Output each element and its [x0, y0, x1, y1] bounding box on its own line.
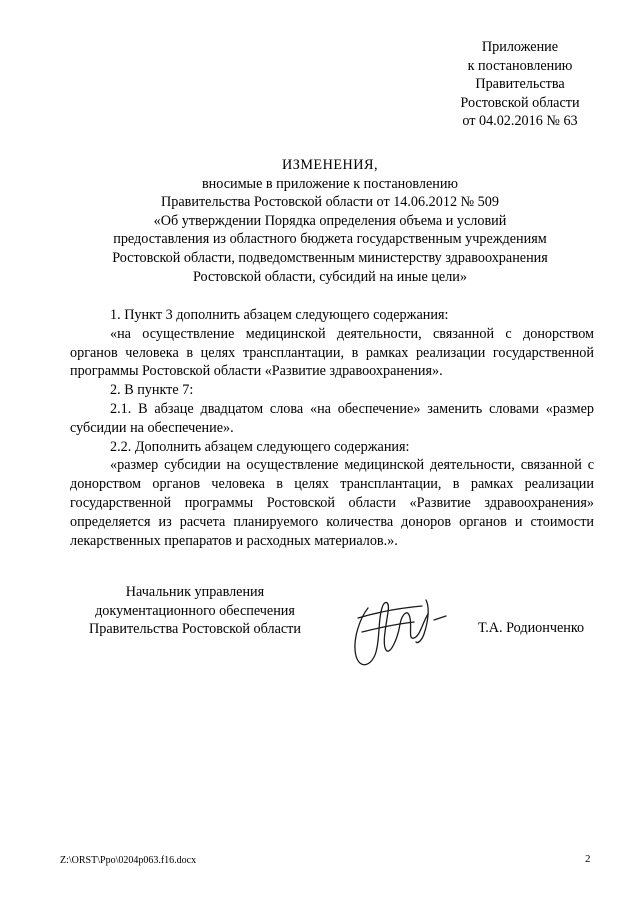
title-line: предоставления из областного бюджета государственным учреждениям — [113, 231, 547, 248]
body-paragraph: «на осуществление медицинской деятельности, связанной с донорством органов человека в целях трансплантации, в рамках реализации государственной программы Ростовской области «Развитие здравоохранения». — [70, 325, 594, 380]
appendix-header-line: Приложение — [481, 39, 559, 55]
appendix-header-line: Правительства — [475, 76, 565, 92]
signatory-position-line: Правительства Ростовской области — [89, 621, 301, 638]
signatory-position-line: документационного обеспечения — [95, 602, 295, 619]
body-paragraph: 2.2. Дополнить абзацем следующего содержания: — [110, 438, 410, 455]
appendix-header — [400, 38, 640, 131]
footer-page-number: 2 — [585, 853, 591, 865]
signatory-position — [60, 583, 330, 639]
footer-file-path: Z:\ORST\Ppo\0204p063.f16.docx — [60, 855, 197, 866]
document-body — [70, 306, 594, 550]
appendix-header-line: к постановлению — [467, 57, 573, 74]
signatory-name: Т.А. Родионченко — [478, 620, 585, 636]
title-line: «Об утверждении Порядка определения объема и условий — [153, 212, 507, 229]
signatory-position-line: Начальник управления — [125, 584, 265, 600]
title-line: Правительства Ростовской области от 14.06.2012 № 509 — [161, 194, 499, 211]
body-paragraph: 2.1. В абзаце двадцатом слова «на обеспечение» заменить словами «размер субсидии на обеспечение». — [70, 400, 594, 436]
title-main: ИЗМЕНЕНИЯ, — [281, 157, 379, 173]
title-line: Ростовской области, подведомственным министерству здравоохранения — [112, 249, 548, 266]
body-paragraph: «размер субсидии на осуществление медицинской деятельности, связанной с донорством органов человека в целях трансплантации, в рамках реализации государственной программы Ростовской области «Развитие здравоохранения» определяется из расчета планируемого количества доноров органов и стоимости лекарственных препаратов и расходных материалов.». — [70, 457, 594, 549]
document-title — [60, 156, 600, 286]
appendix-header-line: от 04.02.2016 № 63 — [462, 113, 578, 129]
appendix-header-line: Ростовской области — [460, 94, 580, 111]
body-paragraph: 1. Пункт 3 дополнить абзацем следующего содержания: — [110, 307, 449, 323]
handwritten-signature — [338, 578, 458, 678]
body-paragraph: 2. В пункте 7: — [110, 382, 194, 399]
title-line: вносимые в приложение к постановлению — [201, 175, 459, 192]
title-line: Ростовской области, субсидий на иные цели» — [193, 268, 467, 285]
